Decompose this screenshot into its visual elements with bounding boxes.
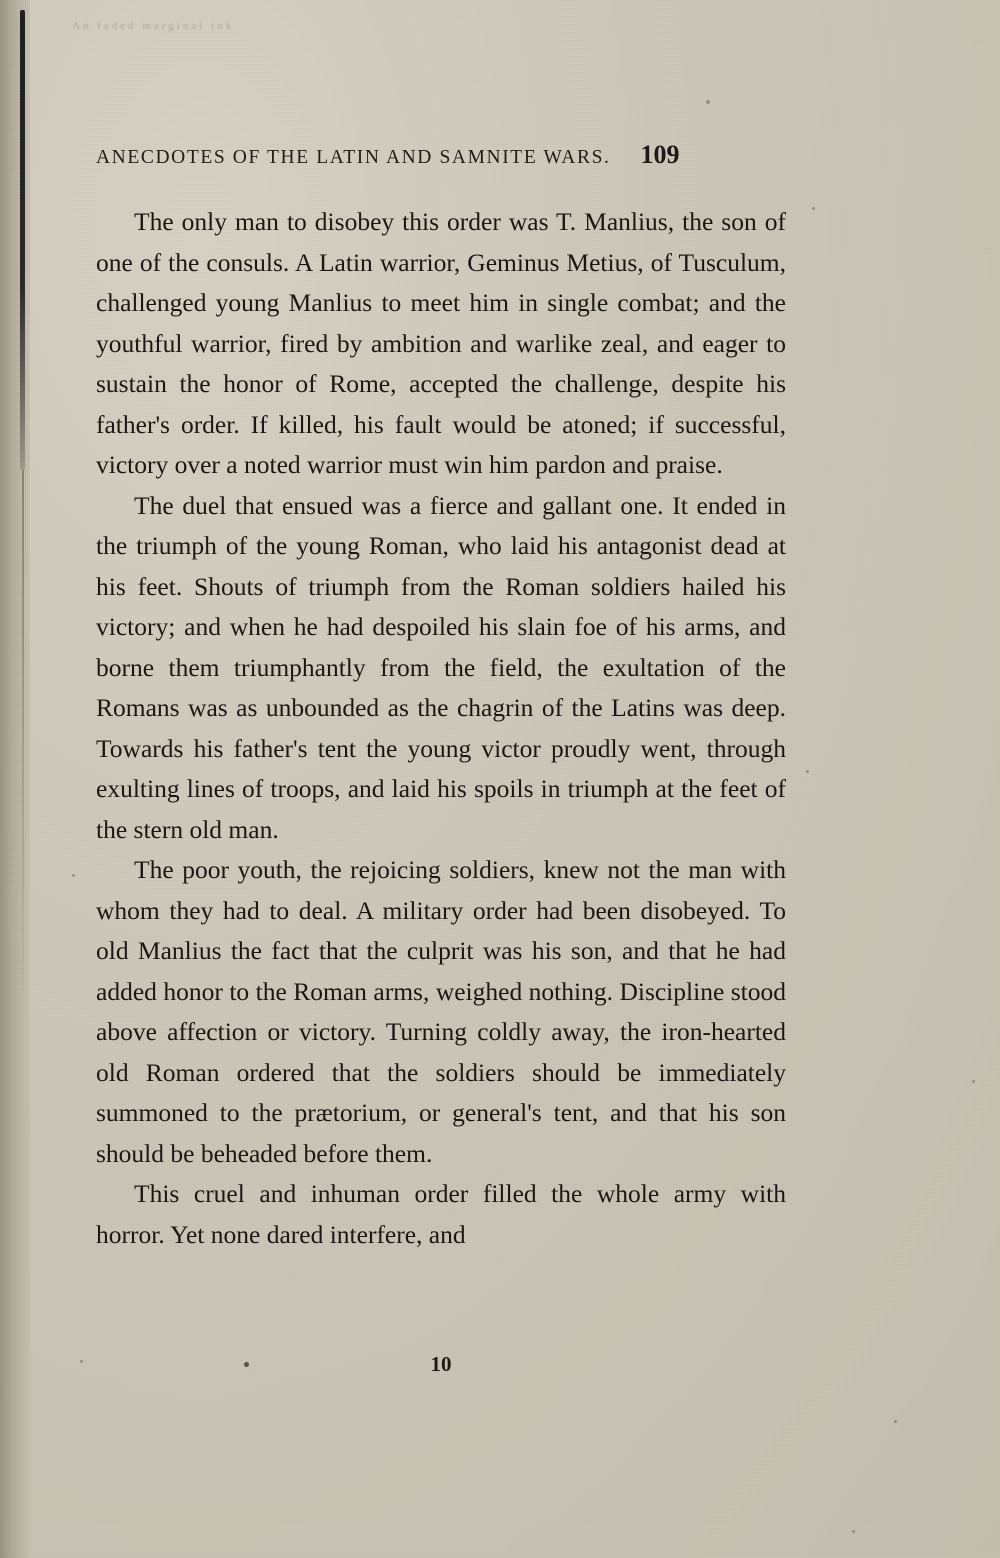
book-binding-edge [0, 0, 30, 1558]
body-paragraph: The duel that ensued was a fierce and gallant one. It ended in the triumph of the young Roman, who laid his antagonist dead at his feet. Shouts of triumph from the Roman soldiers hailed his victory; and when he had despoiled his slain foe of his arms, and borne them triumphantly from the field, the exultation of the Romans was as unbounded as the chagrin of the Latins was deep. Towards his father's tent the young victor proudly went, through exulting lines of troops, and laid his spoils in triumph at the feet of the stern old man. [96, 490, 786, 844]
body-paragraph: The only man to disobey this order was T. Manlius, the son of one of the consuls. A Latin warrior, Geminus Metius, of Tusculum, challenged young Manlius to meet him in single combat; and the youthful warrior, fired by ambition and warlike zeal, and eager to sustain the honor of Rome, accepted the challenge, despite his father's order. If killed, his fault would be atoned; if successful, victory over a noted warrior must win him pardon and praise. [96, 207, 786, 479]
paper-speck [806, 770, 809, 773]
page-number: 109 [640, 140, 680, 169]
page-text-column [96, 140, 786, 1255]
signature-mark-container [96, 1352, 786, 1377]
spine-shadow-line-lower [22, 470, 24, 990]
spine-shadow-line [20, 10, 25, 470]
body-paragraph: The poor youth, the rejoicing soldiers, knew not the man with whom they had to deal. A military order had been disobeyed. To old Manlius the fact that the culprit was his son, and that he had added honor to the Roman arms, weighed nothing. Discipline stood above affection or victory. Turning coldly away, the iron-hearted old Roman ordered that the soldiers should be immediately summoned to the prætorium, or general's tent, and that his son should be beheaded before them. [96, 855, 786, 1168]
paper-speck [812, 207, 815, 210]
paper-speck [894, 1420, 897, 1423]
running-head-title: ANECDOTES OF THE LATIN AND SAMNITE WARS. [96, 147, 611, 168]
body-paragraph: This cruel and inhuman order filled the whole army with horror. Yet none dared interfere, and [96, 1179, 786, 1249]
margin-smudge-text: An faded marginal ink [72, 20, 235, 32]
signature-mark: 10 [430, 1352, 452, 1376]
paper-speck [72, 874, 75, 877]
paper-speck [706, 100, 710, 104]
paper-speck [80, 1360, 83, 1363]
running-head [96, 140, 786, 170]
paper-speck [972, 1080, 975, 1083]
paper-speck [852, 1530, 855, 1533]
